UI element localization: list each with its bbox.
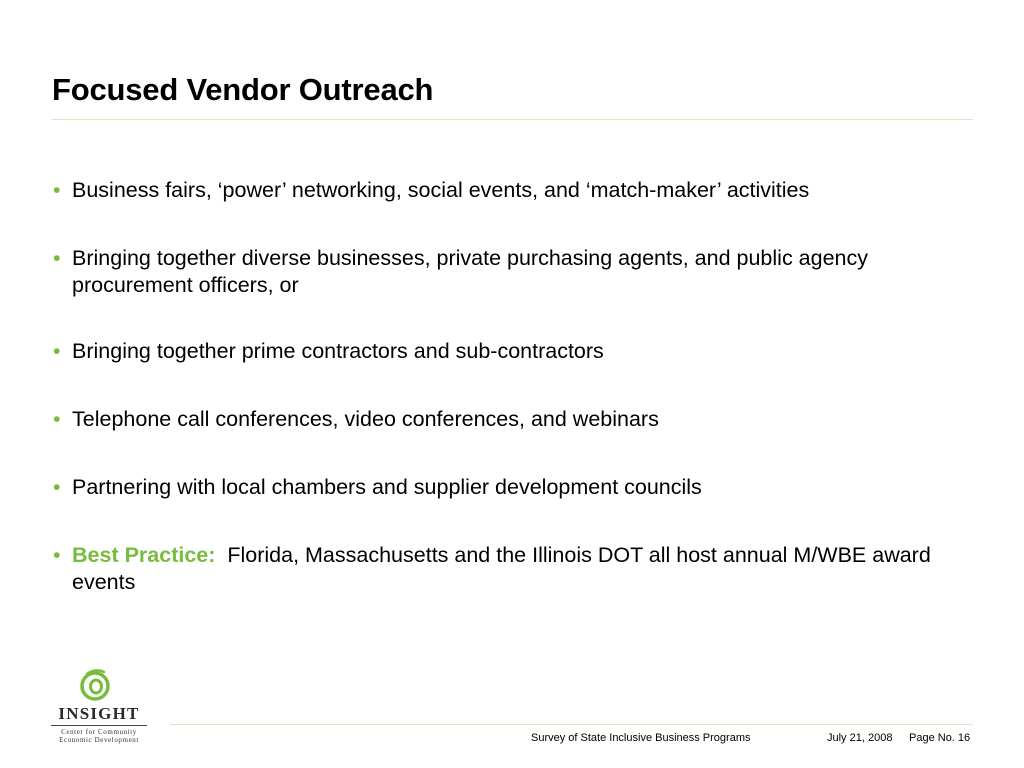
- bullet-icon: •: [53, 543, 61, 567]
- bullet-item: [52, 474, 952, 501]
- footer-survey-title: Survey of State Inclusive Business Programs: [531, 732, 751, 744]
- logo-subtitle-line2: Economic Development: [59, 736, 139, 744]
- logo-wordmark: INSIGHT: [58, 704, 140, 723]
- bullet-icon: •: [53, 246, 61, 270]
- bullet-icon: •: [53, 178, 61, 202]
- bullet-item: [52, 338, 952, 365]
- bullet-text: Partnering with local chambers and supplier development councils: [72, 475, 702, 499]
- best-practice-label: Best Practice:: [72, 543, 216, 567]
- logo-divider: [51, 725, 147, 726]
- footer-divider: [170, 724, 973, 725]
- logo-subtitle-line1: Center for Community: [61, 728, 137, 736]
- bullet-item: [52, 177, 952, 204]
- bullet-item: [52, 406, 952, 433]
- bullet-icon: •: [53, 339, 61, 363]
- insight-swirl-icon: [78, 668, 114, 702]
- bullet-text: Bringing together diverse businesses, private purchasing agents, and public agency procurement officers, or: [72, 246, 868, 297]
- bullet-list: [52, 177, 952, 637]
- insight-logo: [50, 668, 150, 746]
- bullet-icon: •: [53, 475, 61, 499]
- bullet-item: [52, 245, 952, 299]
- footer-page-number: Page No. 16: [909, 732, 971, 744]
- bullet-icon: •: [53, 407, 61, 431]
- bullet-text: Business fairs, ‘power’ networking, social events, and ‘match-maker’ activities: [72, 178, 810, 202]
- slide-title: Focused Vendor Outreach: [52, 72, 434, 107]
- footer-date: July 21, 2008: [827, 732, 893, 744]
- bullet-text: Florida, Massachusetts and the Illinois DOT all host annual M/WBE award events: [72, 543, 931, 594]
- bullet-text: Bringing together prime contractors and sub-contractors: [72, 339, 604, 363]
- title-divider: [52, 119, 973, 120]
- bullet-item-best-practice: [52, 542, 952, 596]
- bullet-text: Telephone call conferences, video conferences, and webinars: [72, 407, 659, 431]
